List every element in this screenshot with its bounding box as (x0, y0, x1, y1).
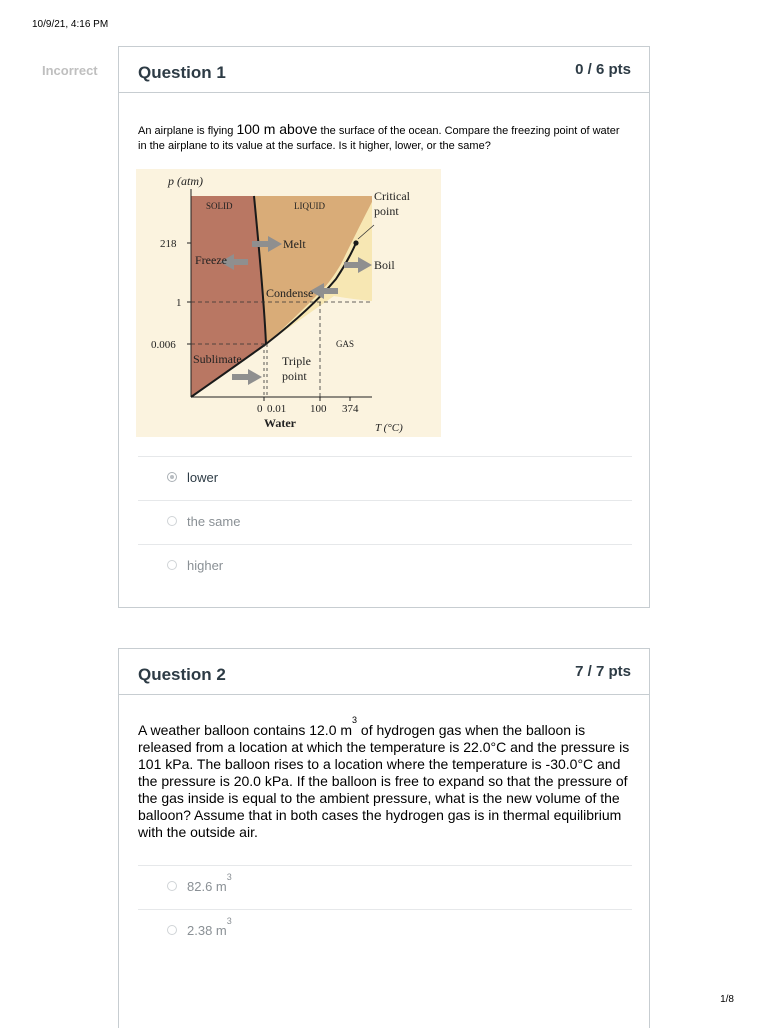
question-1-text-a: An airplane is flying (138, 125, 234, 137)
question-1-header (119, 47, 649, 93)
gas-label: GAS (336, 339, 355, 349)
phase-diagram (136, 169, 441, 437)
question-2-text-1: A weather balloon contains 12.0 m (138, 722, 353, 738)
y-axis-label: p (atm) (168, 174, 203, 188)
answer-option[interactable] (138, 865, 632, 909)
critical-point-label-1: Critical (374, 189, 410, 203)
radio-button[interactable] (167, 560, 177, 570)
question-2-header (119, 649, 649, 695)
radio-button[interactable] (167, 881, 177, 891)
triple-point-label-1: Triple (282, 354, 311, 368)
condense-label: Condense (266, 286, 314, 300)
liquid-label: LIQUID (294, 201, 325, 211)
freeze-label: Freeze (195, 253, 227, 267)
answer-option[interactable] (138, 456, 632, 500)
x-caption-water: Water (264, 416, 296, 430)
answer-label (187, 916, 232, 938)
answer-label (187, 872, 232, 894)
question-1-points: 0 / 6 pts (575, 61, 631, 78)
answer-value: 82.6 m (187, 879, 227, 894)
question-1-text-highlight: 100 m above (236, 121, 318, 137)
sublimate-label: Sublimate (193, 352, 242, 366)
question-1-title: Question 1 (138, 63, 226, 82)
answer-value: 2.38 m (187, 923, 227, 938)
answer-label: the same (187, 514, 241, 529)
superscript: 3 (226, 872, 232, 882)
question-2-title: Question 2 (138, 665, 226, 684)
question-1-card (118, 46, 650, 608)
y-tick-218: 218 (160, 238, 177, 250)
print-page-number: 1/8 (720, 994, 734, 1005)
question-2-text (138, 715, 634, 841)
y-tick-1: 1 (176, 297, 182, 309)
answer-option[interactable] (138, 544, 632, 588)
question-1-text-b: the surface of the ocean. Compare the freezing point of water in the airplane to its value at the surface. Is it higher, lower, or the same? (138, 125, 620, 152)
superscript: 3 (226, 916, 232, 926)
solid-label: SOLID (206, 201, 233, 211)
question-1-answers (138, 456, 632, 588)
critical-point-label-2: point (374, 204, 399, 218)
melt-label: Melt (283, 237, 306, 251)
question-2-text-2: of hydrogen gas when the balloon is released from a location at which the temperature is 22.0°C and the pressure is 101 kPa. The balloon rises to a location where the temperature is -30.0°C and the pressure is 20.0 kPa. If the balloon is free to expand so that the pressure of the gas inside is equal to the ambient pressure, what is the new volume of the balloon? Assume that in both cases the hydrogen gas is in thermal equilibrium with the outside air. (138, 722, 630, 840)
x-tick-0: 0 (257, 403, 263, 415)
question-2-card (118, 648, 650, 1028)
triple-point-label-2: point (282, 369, 307, 383)
x-tick-100: 100 (310, 403, 327, 415)
x-tick-001: 0.01 (267, 403, 287, 415)
x-axis-label: T (°C) (375, 422, 403, 434)
answer-option[interactable] (138, 909, 632, 953)
print-timestamp: 10/9/21, 4:16 PM (32, 19, 109, 30)
radio-button-selected[interactable] (167, 472, 177, 482)
boil-label: Boil (374, 258, 395, 272)
radio-button[interactable] (167, 925, 177, 935)
incorrect-flag: Incorrect (42, 63, 98, 78)
answer-label: lower (187, 470, 219, 485)
question-1-text (138, 122, 628, 154)
question-2-points: 7 / 7 pts (575, 663, 631, 680)
question-2-answers (138, 865, 632, 953)
superscript: 3 (352, 715, 358, 725)
radio-button[interactable] (167, 516, 177, 526)
answer-label: higher (187, 558, 224, 573)
critical-point-dot (353, 240, 358, 245)
y-tick-0006: 0.006 (151, 339, 176, 351)
x-tick-374: 374 (342, 403, 359, 415)
answer-option[interactable] (138, 500, 632, 544)
